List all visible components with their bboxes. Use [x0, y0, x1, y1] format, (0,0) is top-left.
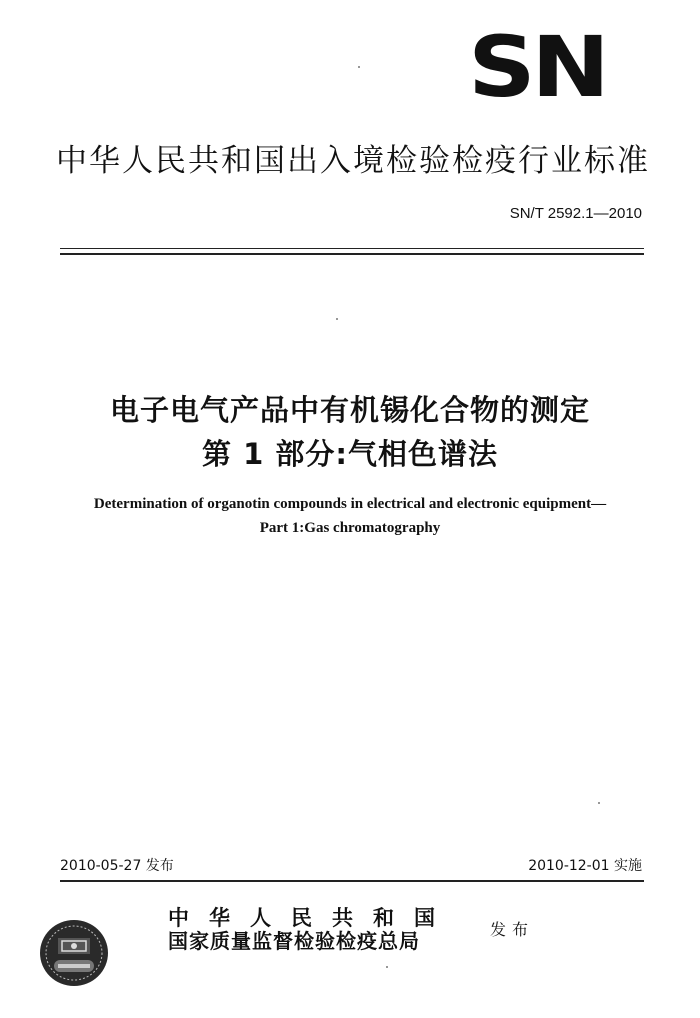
publisher-action: 发布 — [490, 920, 535, 939]
english-title-line2: Part 1:Gas chromatography — [259, 520, 441, 536]
sn-logo: SN — [468, 18, 606, 116]
issue-date: 2010-05-27 发布 — [60, 858, 174, 874]
chinese-title-line1: 电子电气产品中有机锡化合物的测定 — [109, 393, 590, 427]
publisher-country: 中华人民共和国 — [168, 905, 455, 930]
scan-speck — [336, 318, 338, 320]
english-title-line1: Determination of organotin compounds in electrical and electronic equipment— — [93, 496, 607, 512]
standard-code: SN/T 2592.1—2010 — [509, 205, 642, 222]
footer-rule — [60, 880, 644, 882]
publisher-seal-icon — [38, 918, 110, 988]
scan-speck — [358, 66, 360, 68]
publisher-agency: 国家质量监督检验检疫总局 — [168, 929, 420, 953]
scan-speck — [386, 966, 388, 968]
implementation-date: 2010-12-01 实施 — [528, 858, 642, 874]
header-rule-thin — [60, 248, 644, 249]
chinese-title-line2: 第 1 部分:气相色谱法 — [202, 437, 498, 471]
header-rule-thick — [60, 253, 644, 255]
scan-speck — [598, 802, 600, 804]
organization-title: 中华人民共和国出入境检验检疫行业标准 — [56, 143, 650, 179]
